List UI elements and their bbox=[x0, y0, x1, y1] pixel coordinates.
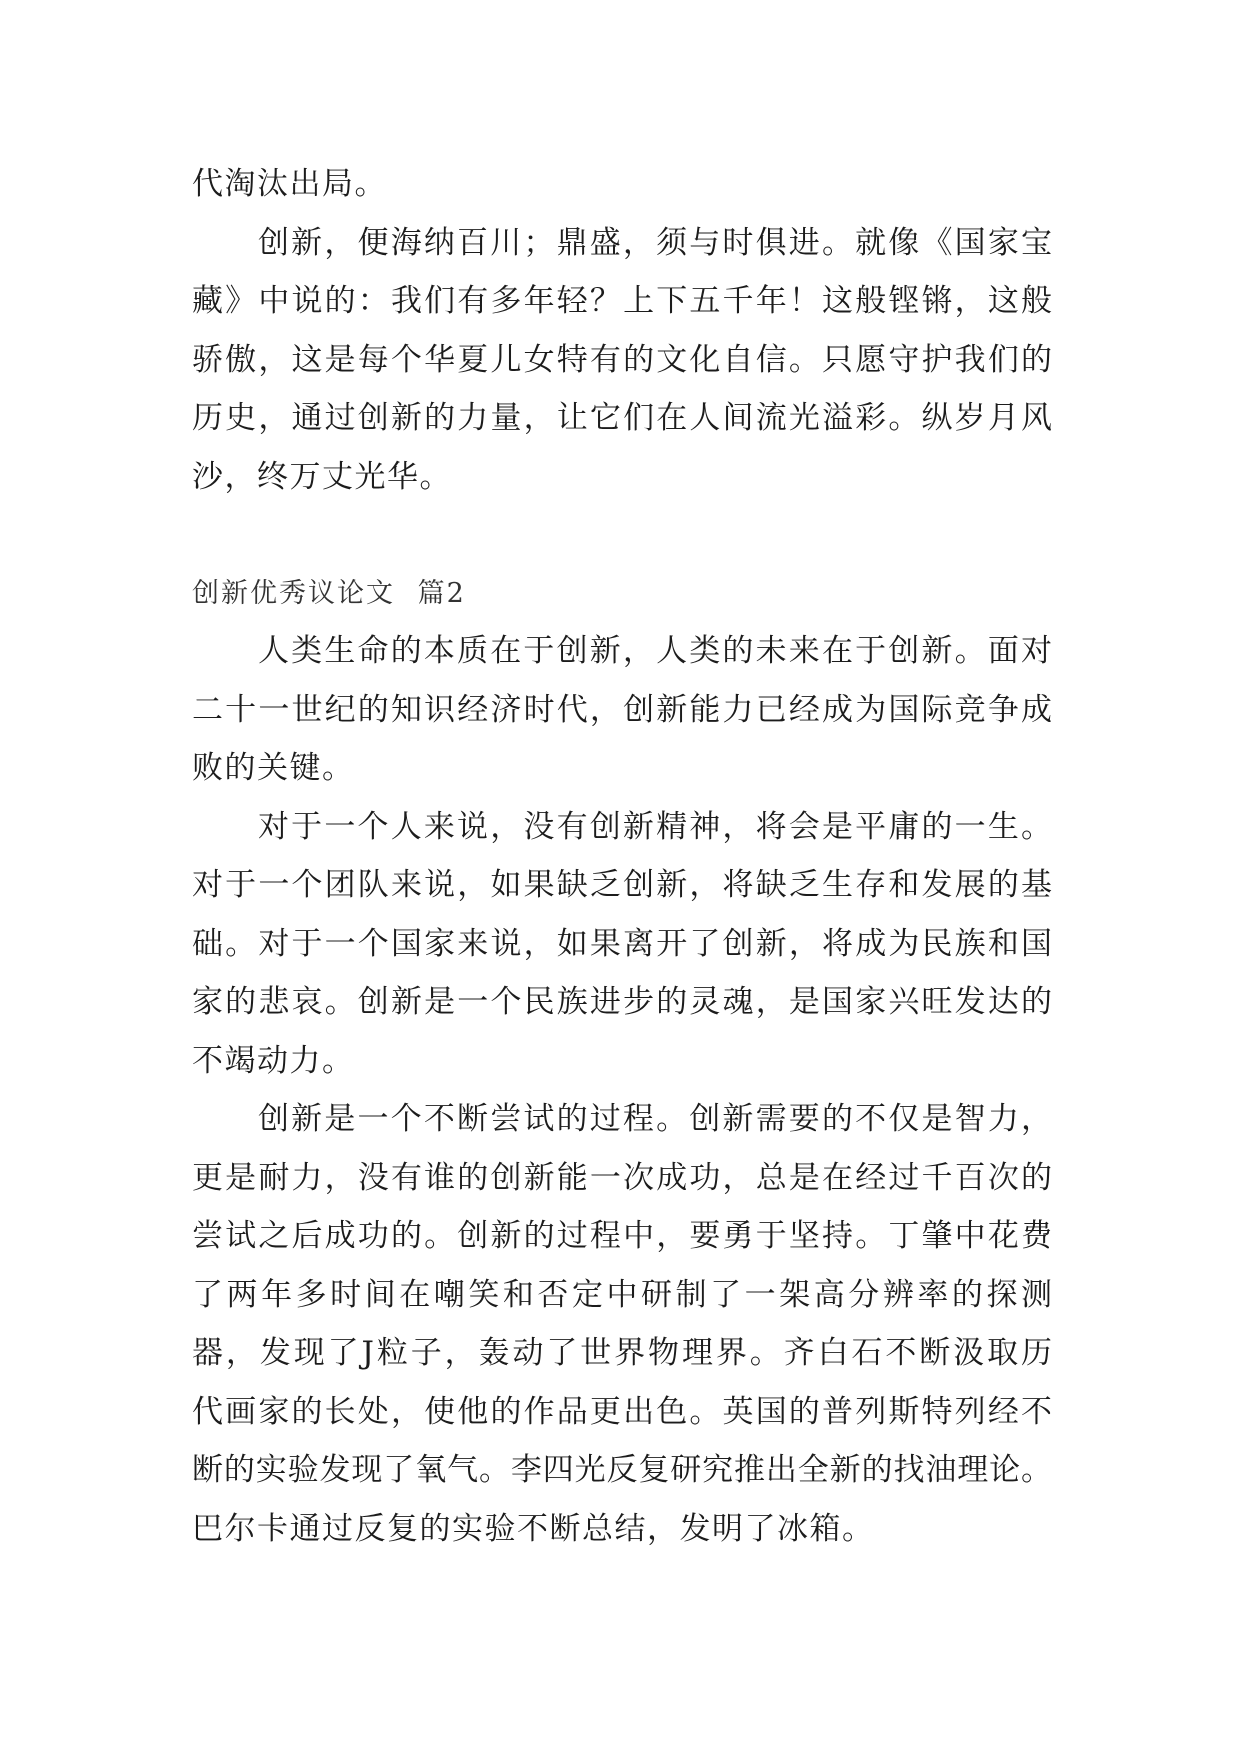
text-line: 对于一个团队来说，如果缺乏创新，将缺乏生存和发展的基 bbox=[192, 867, 1052, 903]
text-line: 不竭动力。 bbox=[192, 1042, 355, 1079]
essay-paragraph-3 bbox=[192, 1090, 1052, 1558]
text-line: 巴尔卡通过反复的实验不断总结，发明了冰箱。 bbox=[192, 1510, 875, 1547]
text-line: 断的实验发现了氧气。李四光反复研究推出全新的找油理论。 bbox=[192, 1452, 1052, 1488]
text-line: 础。对于一个国家来说，如果离开了创新，将成为民族和国 bbox=[192, 925, 1052, 962]
text-line: 尝试之后成功的。创新的过程中，要勇于坚持。丁肇中花费 bbox=[192, 1218, 1052, 1254]
essay-paragraph-2 bbox=[192, 798, 1052, 1091]
text-column bbox=[192, 155, 1052, 1558]
text-line: 骄傲，这是每个华夏儿女特有的文化自信。只愿守护我们的 bbox=[192, 341, 1052, 378]
text-line: 人类生命的本质在于创新，人类的未来在于创新。面对 bbox=[258, 633, 1052, 669]
text-line: 更是耐力，没有谁的创新能一次成功，总是在经过千百次的 bbox=[192, 1159, 1052, 1196]
text-line: 对于一个人来说，没有创新精神，将会是平庸的一生。 bbox=[258, 808, 1052, 845]
text-line: 败的关键。 bbox=[192, 750, 355, 786]
text-line: 沙，终万丈光华。 bbox=[192, 458, 452, 495]
text-line: 二十一世纪的知识经济时代，创新能力已经成为国际竞争成 bbox=[192, 691, 1052, 728]
essay-paragraph-1 bbox=[192, 622, 1052, 798]
paragraph-closing bbox=[192, 214, 1052, 507]
essay-heading: 创新优秀议论文 篇2 bbox=[192, 578, 466, 609]
text-line: 代淘汰出局。 bbox=[192, 166, 387, 202]
paragraph-continued bbox=[192, 155, 1052, 214]
text-line: 藏》中说的：我们有多年轻？上下五千年！这般铿锵，这般 bbox=[192, 283, 1052, 319]
text-line: 代画家的长处，使他的作品更出色。英国的普列斯特列经不 bbox=[192, 1393, 1052, 1430]
text-line: 器，发现了J粒子，轰动了世界物理界。齐白石不断汲取历 bbox=[192, 1335, 1052, 1371]
text-line: 创新是一个不断尝试的过程。创新需要的不仅是智力， bbox=[258, 1101, 1052, 1137]
text-line: 了两年多时间在嘲笑和否定中研制了一架高分辨率的探测 bbox=[192, 1276, 1052, 1313]
text-line: 家的悲哀。创新是一个民族进步的灵魂，是国家兴旺发达的 bbox=[192, 984, 1052, 1020]
text-line: 创新，便海纳百川；鼎盛，须与时俱进。就像《国家宝 bbox=[258, 224, 1052, 261]
text-line: 历史，通过创新的力量，让它们在人间流光溢彩。纵岁月风 bbox=[192, 400, 1052, 436]
